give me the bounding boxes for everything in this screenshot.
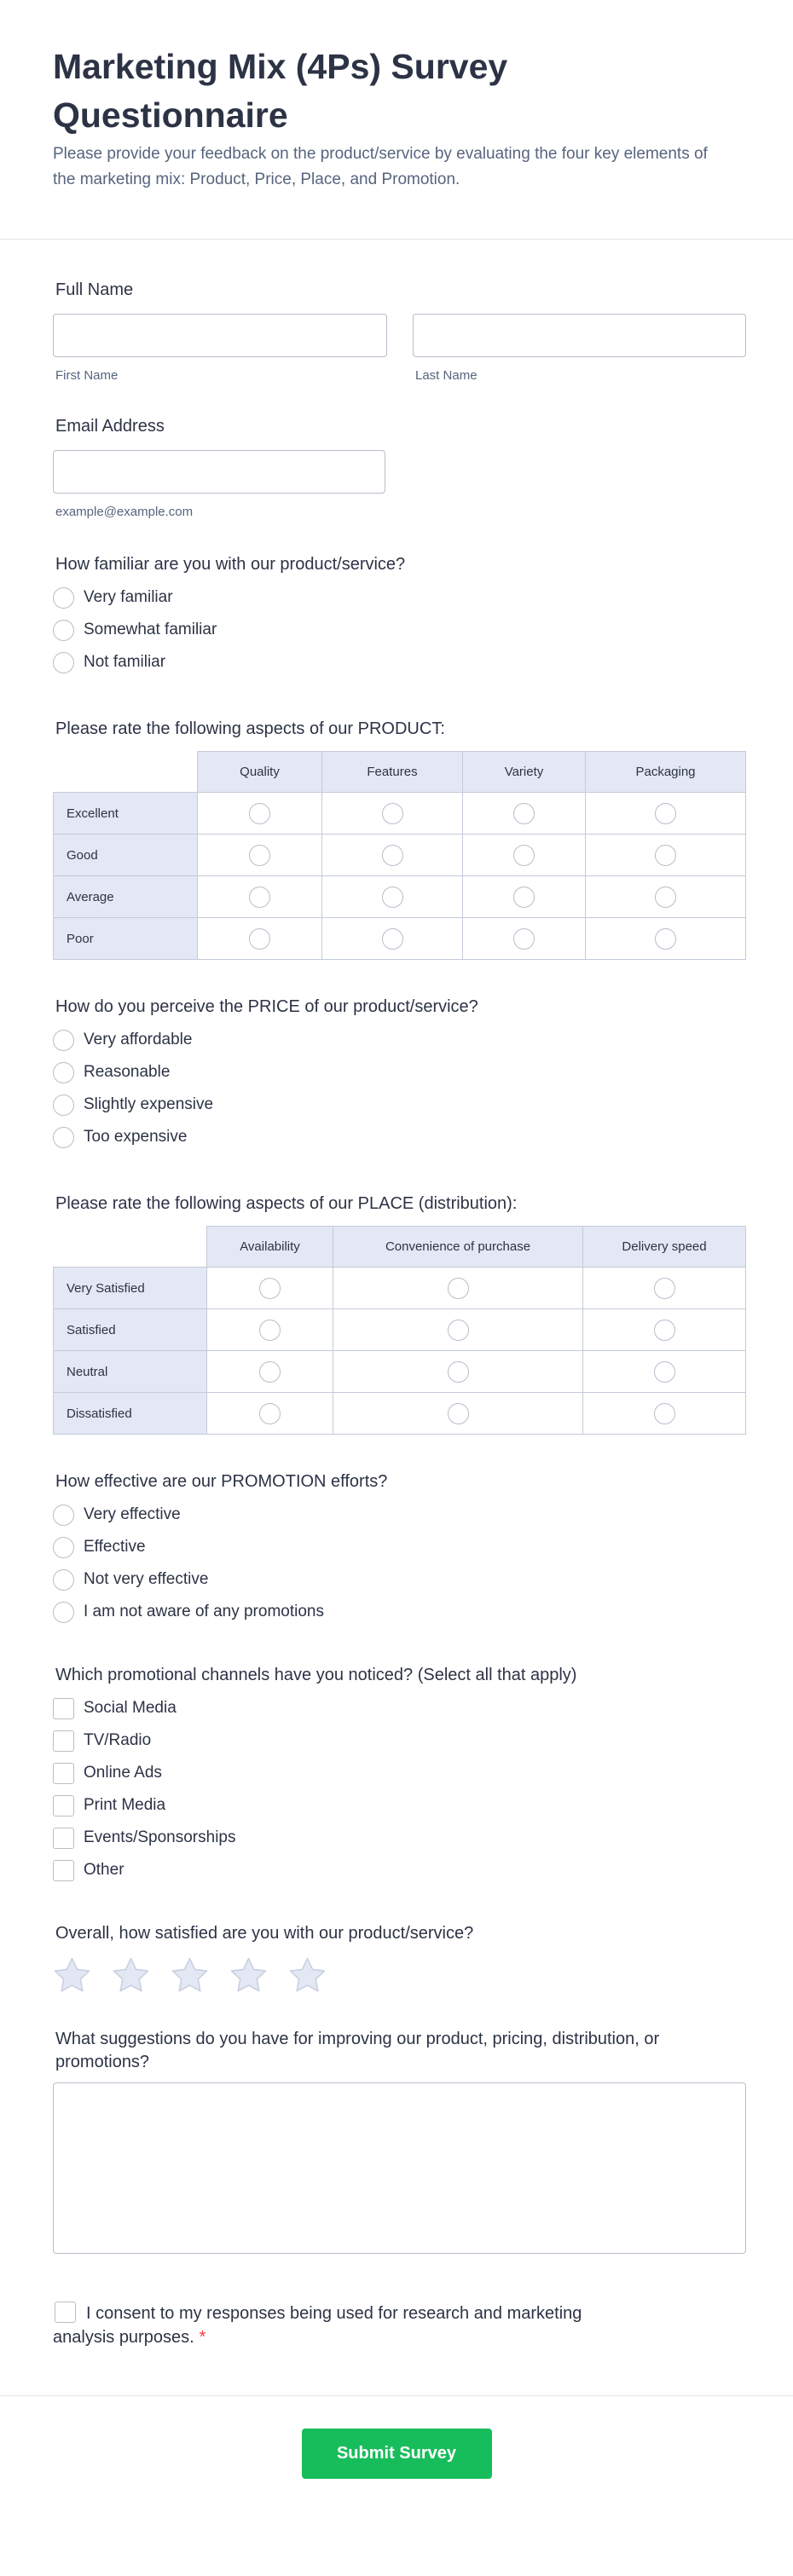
- radio-button[interactable]: [53, 1537, 74, 1558]
- price-question: [53, 960, 747, 1153]
- satisfaction-label: Overall, how satisfied are you with our product/service?: [55, 1924, 474, 1943]
- matrix-radio[interactable]: [448, 1403, 469, 1424]
- radio-button[interactable]: [53, 652, 74, 673]
- familiarity-question: [53, 519, 747, 679]
- matrix-radio[interactable]: [448, 1361, 469, 1383]
- form-body: [0, 240, 793, 2395]
- full-name-label: Full Name: [55, 280, 134, 299]
- channels-options: [53, 1692, 747, 1886]
- form-header: [0, 0, 793, 240]
- star-icon[interactable]: [229, 1955, 269, 1996]
- matrix-radio[interactable]: [513, 845, 535, 866]
- matrix-row: [54, 876, 746, 918]
- matrix-row-header: Poor: [54, 918, 198, 960]
- familiarity-options: [53, 581, 747, 679]
- checkbox[interactable]: [53, 1860, 74, 1881]
- price-label: How do you perceive the PRICE of our product/service?: [55, 997, 478, 1016]
- option-label: I am not aware of any promotions: [84, 1603, 324, 1620]
- radio-button[interactable]: [53, 1030, 74, 1051]
- suggestions-question: [53, 1996, 747, 2254]
- first-name-sublabel: First Name: [55, 368, 119, 383]
- matrix-column-header: Availability: [207, 1227, 333, 1268]
- radio-button[interactable]: [53, 1569, 74, 1591]
- channel-option[interactable]: [53, 1692, 747, 1724]
- required-asterisk: *: [199, 2328, 206, 2347]
- matrix-radio[interactable]: [382, 887, 403, 908]
- checkbox[interactable]: [53, 1730, 74, 1752]
- option-label: Online Ads: [84, 1764, 162, 1782]
- matrix-column-header: Quality: [198, 752, 322, 793]
- matrix-radio[interactable]: [513, 928, 535, 950]
- matrix-row-header: Neutral: [54, 1351, 207, 1393]
- matrix-radio[interactable]: [513, 887, 535, 908]
- form-description: Please provide your feedback on the product/service by evaluating the four key elements of the marketing mix: Product, Price, Place, and Promotion.: [53, 145, 708, 188]
- channel-option[interactable]: [53, 1757, 747, 1789]
- email-question: [53, 383, 747, 519]
- matrix-column-header: Convenience of purchase: [333, 1227, 583, 1268]
- option-label: Effective: [84, 1538, 146, 1556]
- checkbox[interactable]: [53, 1763, 74, 1784]
- matrix-radio[interactable]: [654, 1403, 675, 1424]
- familiarity-option[interactable]: [53, 581, 747, 614]
- product-question: [53, 679, 747, 960]
- matrix-radio[interactable]: [259, 1361, 281, 1383]
- matrix-radio[interactable]: [382, 928, 403, 950]
- submit-button[interactable]: Submit Survey: [302, 2429, 492, 2479]
- product-matrix: [53, 751, 746, 960]
- matrix-radio[interactable]: [655, 845, 676, 866]
- radio-button[interactable]: [53, 1602, 74, 1623]
- promotion-options: [53, 1499, 747, 1628]
- checkbox[interactable]: [53, 1698, 74, 1719]
- consent-row[interactable]: [53, 2302, 641, 2349]
- page-title: Marketing Mix (4Ps) Survey Questionnaire: [53, 47, 508, 135]
- option-label: Not familiar: [84, 653, 166, 671]
- suggestions-textarea[interactable]: [53, 2082, 746, 2254]
- price-option[interactable]: [53, 1056, 747, 1089]
- matrix-row-header: Very Satisfied: [54, 1268, 207, 1309]
- option-label: Very effective: [84, 1505, 181, 1523]
- place-label: Please rate the following aspects of our PLACE (distribution):: [55, 1194, 518, 1213]
- radio-button[interactable]: [53, 1095, 74, 1116]
- price-option[interactable]: [53, 1024, 747, 1056]
- matrix-radio[interactable]: [655, 803, 676, 824]
- matrix-radio[interactable]: [655, 928, 676, 950]
- matrix-row-header: Good: [54, 835, 198, 876]
- matrix-row-header: Dissatisfied: [54, 1393, 207, 1435]
- familiarity-label: How familiar are you with our product/service?: [55, 555, 406, 574]
- star-icon[interactable]: [287, 1955, 327, 1996]
- radio-button[interactable]: [53, 620, 74, 641]
- channels-question: [53, 1628, 747, 1886]
- matrix-radio[interactable]: [259, 1320, 281, 1341]
- option-label: TV/Radio: [84, 1731, 152, 1749]
- matrix-column-header: Variety: [463, 752, 586, 793]
- email-input[interactable]: [53, 450, 385, 494]
- promotion-label: How effective are our PROMOTION efforts?: [55, 1472, 388, 1491]
- consent-label: I consent to my responses being used for research and marketing analysis purposes.: [53, 2304, 582, 2347]
- matrix-radio[interactable]: [655, 887, 676, 908]
- checkbox[interactable]: [53, 1795, 74, 1816]
- price-option[interactable]: [53, 1089, 747, 1121]
- option-label: Slightly expensive: [84, 1095, 214, 1113]
- matrix-radio[interactable]: [654, 1320, 675, 1341]
- promotion-option[interactable]: [53, 1596, 747, 1628]
- matrix-radio[interactable]: [249, 887, 270, 908]
- last-name-input[interactable]: [413, 314, 746, 357]
- matrix-row: [54, 1268, 746, 1309]
- form-footer: [0, 2395, 793, 2527]
- channel-option[interactable]: [53, 1789, 747, 1822]
- radio-button[interactable]: [53, 1062, 74, 1083]
- last-name-sublabel: Last Name: [415, 368, 478, 383]
- promotion-question: [53, 1435, 747, 1628]
- option-label: Very affordable: [84, 1031, 193, 1048]
- matrix-corner: [54, 752, 198, 793]
- matrix-column-header: Features: [322, 752, 463, 793]
- price-option[interactable]: [53, 1121, 747, 1153]
- option-label: Print Media: [84, 1796, 166, 1814]
- star-icon[interactable]: [111, 1955, 151, 1996]
- place-matrix: [53, 1226, 746, 1435]
- matrix-row: [54, 1351, 746, 1393]
- channels-label: Which promotional channels have you noticed? (Select all that apply): [55, 1666, 577, 1684]
- matrix-radio[interactable]: [259, 1278, 281, 1299]
- first-name-input[interactable]: [53, 314, 387, 357]
- matrix-radio[interactable]: [513, 803, 535, 824]
- matrix-row-header: Satisfied: [54, 1309, 207, 1351]
- matrix-radio[interactable]: [382, 845, 403, 866]
- radio-button[interactable]: [53, 1127, 74, 1148]
- place-question: [53, 1153, 747, 1435]
- option-label: Reasonable: [84, 1063, 171, 1081]
- matrix-row: [54, 918, 746, 960]
- radio-button[interactable]: [53, 1505, 74, 1526]
- option-label: Social Media: [84, 1699, 177, 1717]
- consent-question: [53, 2254, 747, 2395]
- matrix-corner: [54, 1227, 207, 1268]
- matrix-radio[interactable]: [249, 845, 270, 866]
- matrix-radio[interactable]: [448, 1320, 469, 1341]
- star-icon[interactable]: [170, 1955, 210, 1996]
- promotion-option[interactable]: [53, 1563, 747, 1596]
- matrix-row: [54, 1393, 746, 1435]
- star-icon[interactable]: [52, 1955, 92, 1996]
- matrix-radio[interactable]: [259, 1403, 281, 1424]
- familiarity-option[interactable]: [53, 614, 747, 646]
- channel-option[interactable]: [53, 1822, 747, 1854]
- consent-checkbox[interactable]: [55, 2302, 76, 2323]
- promotion-option[interactable]: [53, 1531, 747, 1563]
- matrix-row: [54, 835, 746, 876]
- matrix-radio[interactable]: [654, 1278, 675, 1299]
- email-label: Email Address: [55, 417, 165, 436]
- option-label: Somewhat familiar: [84, 621, 217, 638]
- familiarity-option[interactable]: [53, 646, 747, 679]
- email-sublabel: example@example.com: [55, 505, 194, 519]
- matrix-radio[interactable]: [382, 803, 403, 824]
- full-name-question: [53, 240, 747, 383]
- option-label: Too expensive: [84, 1128, 188, 1146]
- product-label: Please rate the following aspects of our PRODUCT:: [55, 719, 445, 738]
- option-label: Not very effective: [84, 1570, 209, 1588]
- option-label: Very familiar: [84, 588, 173, 606]
- matrix-row-header: Average: [54, 876, 198, 918]
- matrix-radio[interactable]: [249, 928, 270, 950]
- option-label: Events/Sponsorships: [84, 1828, 236, 1846]
- matrix-radio[interactable]: [654, 1361, 675, 1383]
- matrix-radio[interactable]: [448, 1278, 469, 1299]
- suggestions-label: What suggestions do you have for improving our product, pricing, distribution, or promotions?: [55, 2030, 660, 2071]
- channel-option[interactable]: [53, 1724, 747, 1757]
- satisfaction-question: [53, 1886, 747, 1996]
- option-label: Other: [84, 1861, 124, 1879]
- star-rating: [52, 1955, 747, 1996]
- matrix-row: [54, 793, 746, 835]
- matrix-radio[interactable]: [249, 803, 270, 824]
- channel-option[interactable]: [53, 1854, 747, 1886]
- price-options: [53, 1024, 747, 1153]
- matrix-row: [54, 1309, 746, 1351]
- radio-button[interactable]: [53, 587, 74, 609]
- matrix-row-header: Excellent: [54, 793, 198, 835]
- matrix-column-header: Packaging: [586, 752, 746, 793]
- checkbox[interactable]: [53, 1828, 74, 1849]
- promotion-option[interactable]: [53, 1499, 747, 1531]
- matrix-column-header: Delivery speed: [583, 1227, 746, 1268]
